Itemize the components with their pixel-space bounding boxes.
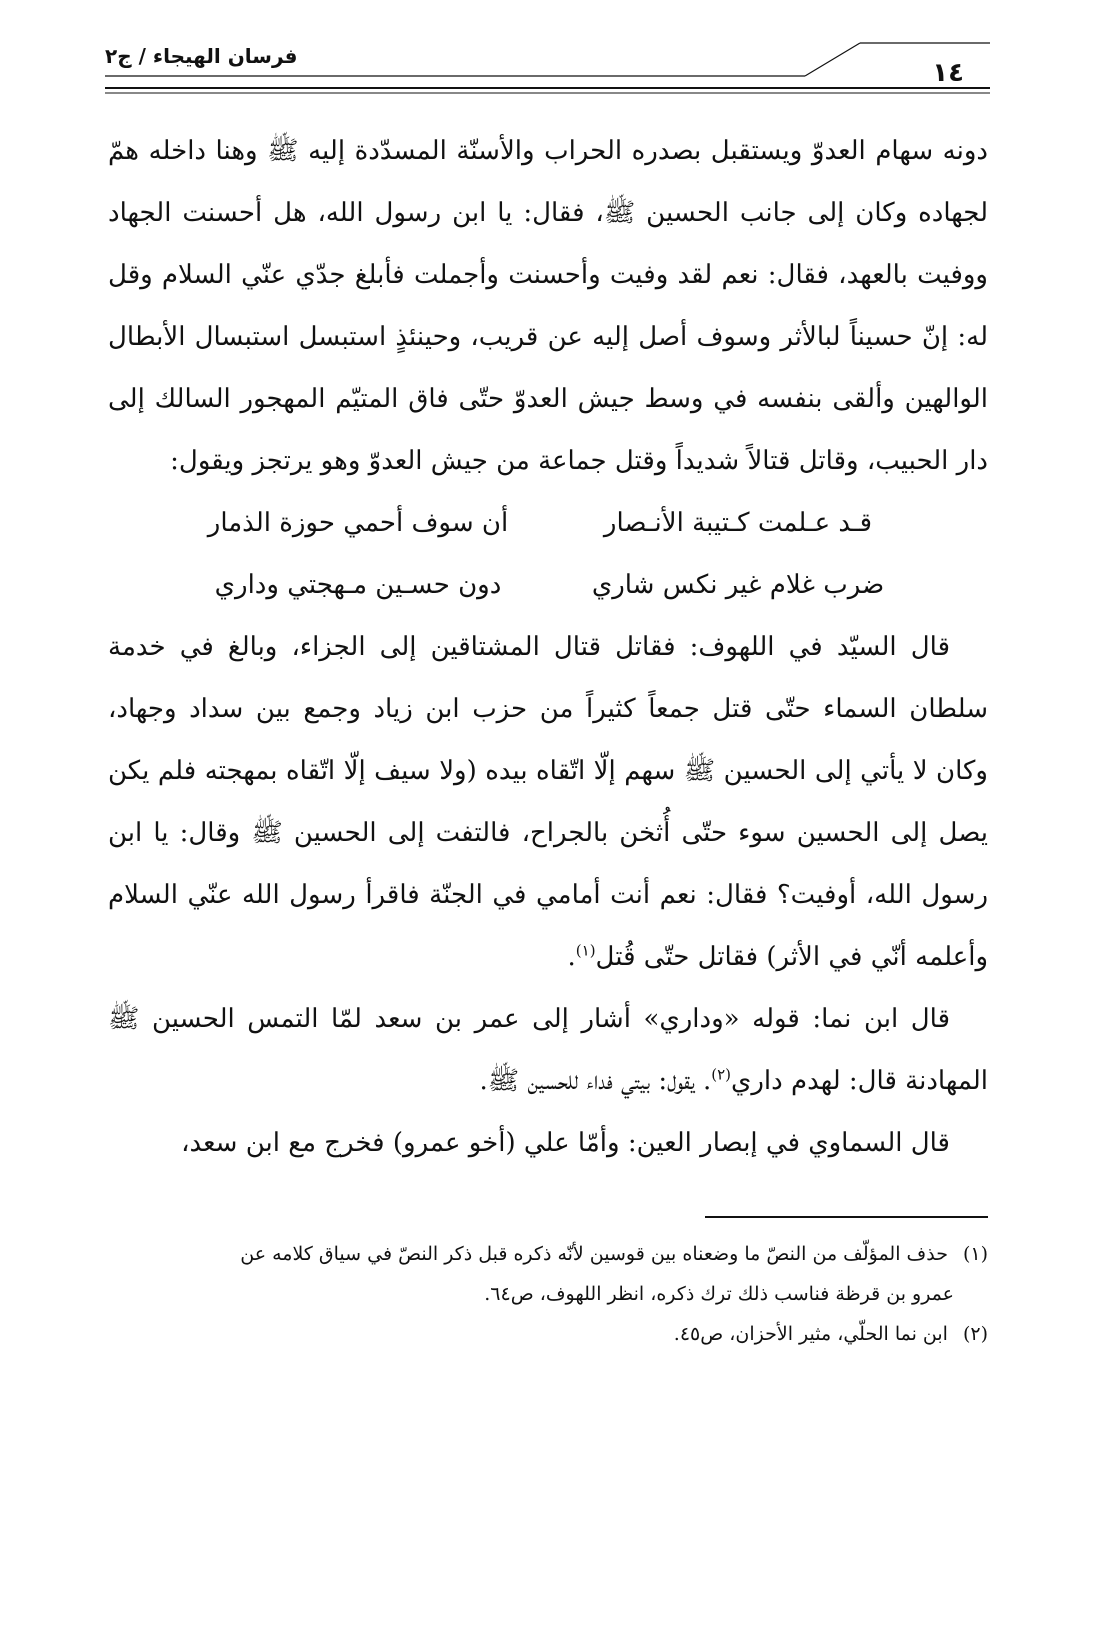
paragraph-4: قال السماوي في إبصار العين: وأمّا علي (أخو عمرو) فخرج مع ابن سعد، (181, 1128, 950, 1158)
footnotes (108, 1234, 988, 1354)
footnote-1-continuation: عمرو بن قرظة فناسب ذلك ترك ذكره، انظر اللهوف، ص٦٤. (484, 1283, 954, 1305)
poem-hemistich: قـد عـلمت كـتيبة الأنـصار (603, 508, 873, 538)
footnote-number: (١) (962, 1243, 988, 1265)
footnote-separator (705, 1216, 988, 1218)
footnote-number: (٢) (962, 1323, 988, 1345)
paragraph-2-text: قال السيّد في اللهوف: فقاتل قتال المشتاقين إلى الجزاء، وبالغ في خدمة سلطان السماء حتّى قتل جمعاً كثيراً من حزب ابن زياد وجمع بين سداد وجهاد، وكان لا يأتي إلى الحسين ﷺ سهم إلّا اتّقاه بيده (ولا سيف إلّا اتّقاه بمهجته فلم يكن يصل إلى الحسين سوء حتّى أُثخن بالجراح، فالتفت إلى الحسين ﷺ وقال: يا ابن رسول الله، أوفيت؟ فقال: نعم أنت أمامي في الجنّة فاقرأ رسول الله عنّي السلام وأعلمه أنّي في الأثر) فقاتل حتّى قُتل (108, 632, 988, 972)
header-rule-slant (805, 43, 860, 76)
paragraph-3-end: . يقول: بيتي فداء للحسين ﷺ. (479, 1066, 712, 1096)
footnote-1 (108, 1234, 988, 1274)
poem-hemistich: ضرب غلام غير نكس شاري (591, 570, 885, 600)
running-header (105, 38, 990, 98)
page-number: ١٤ (932, 58, 964, 88)
footnote-text: حذف المؤلّف من النصّ ما وضعناه بين قوسين لأنّه ذكره قبل ذكر النصّ في سياق كلامه عن (240, 1243, 948, 1265)
main-text (108, 120, 988, 1174)
footnote-ref-1[interactable]: (١) (575, 941, 596, 960)
paragraph-2-end: . (567, 942, 576, 972)
footnote-text: ابن نما الحلّي، مثير الأحزان، ص٤٥. (673, 1323, 948, 1345)
book-title: فرسان الهيجاء / ج٢ (105, 44, 298, 68)
poem-verse-2 (108, 554, 988, 616)
poem (108, 492, 988, 616)
footnote-ref-2[interactable]: (٢) (711, 1065, 731, 1084)
paragraph-2 (108, 616, 988, 988)
paragraph-3 (108, 988, 988, 1112)
paragraph-1: دونه سهام العدوّ ويستقبل بصدره الحراب والأسنّة المسدّدة إليه ﷺ وهنا داخله همّ لجهاده وكان إلى جانب الحسين ﷺ، فقال: يا ابن رسول الله، هل أحسنت الجهاد ووفيت بالعهد، فقال: نعم لقد وفيت وأحسنت وأجملت فأبلغ جدّي عنّي السلام وقل له: إنّ حسيناً لبالأثر وسوف أصل إليه عن قريب، وحينئذٍ استبسل استبسال الأبطال الوالهين وألقى بنفسه في وسط جيش العدوّ حتّى فاق المتيّم المهجور السالك إلى دار الحبيب، وقاتل قتالاً شديداً وقتل جماعة من جيش العدوّ وهو يرتجز ويقول: (108, 136, 988, 476)
paragraph-3-text: قال ابن نما: قوله «وداري» أشار إلى عمر بن سعد لمّا التمس الحسين ﷺ المهادنة قال: لهدم داري (108, 1004, 988, 1096)
poem-verse-1 (108, 492, 988, 554)
poem-hemistich: أن سوف أحمي حوزة الذمار (207, 508, 509, 538)
footnote-2 (108, 1314, 988, 1354)
poem-hemistich: دون حسـين مـهجتي وداري (214, 570, 502, 600)
